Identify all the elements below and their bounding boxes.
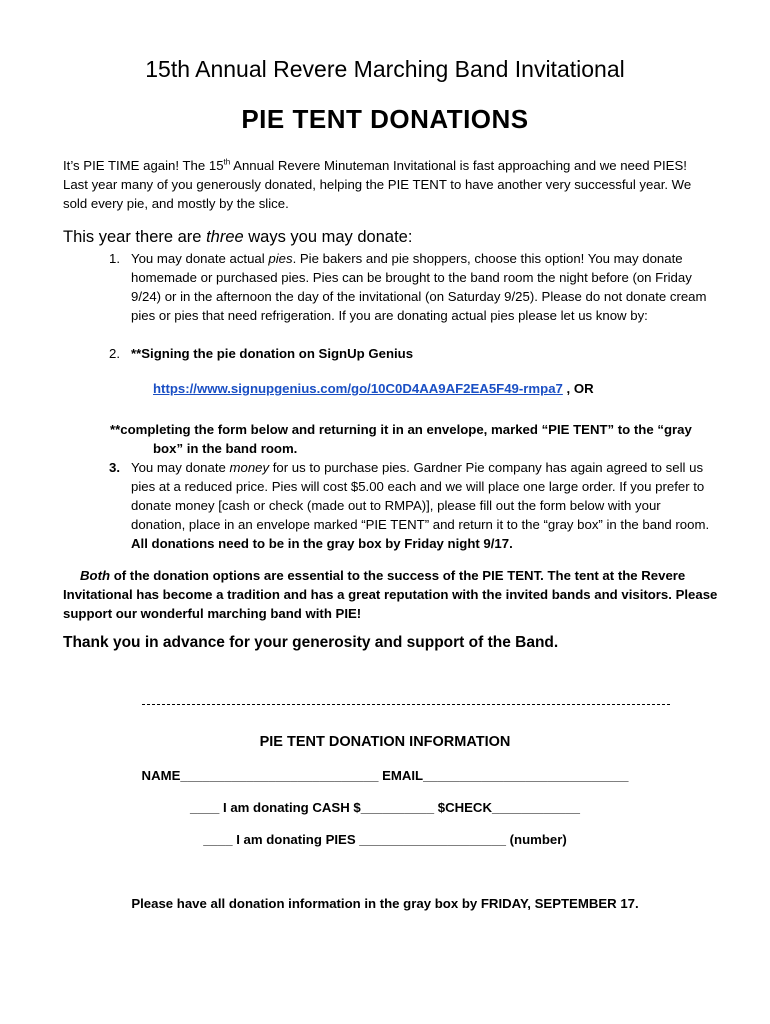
donation-option-3 xyxy=(63,458,713,553)
donation-option-2 xyxy=(63,344,713,363)
ways-emphasis: three xyxy=(206,228,244,246)
ways-text-start: This year there are xyxy=(63,228,207,246)
option-emphasis: money xyxy=(229,460,270,475)
deadline-note: Please have all donation information in the gray box by FRIDAY, SEPTEMBER 17. xyxy=(131,896,639,911)
option-text: **Signing the pie donation on SignUp Genius xyxy=(131,346,414,361)
document-heading: PIE TENT DONATIONS xyxy=(241,104,529,134)
document-title: 15th Annual Revere Marching Band Invitational xyxy=(145,56,625,82)
both-emphasis: Both xyxy=(80,568,111,583)
name-email-field-line: NAME___________________________ EMAIL____________________________ xyxy=(141,768,629,783)
option-text: for us to purchase pies. Gardner Pie company has again agreed to sell us pies at a reduced price. Pies will cost $5.00 each and we will place one large order. If you prefer to donate money [cash or check (made out to RMPA)], please fill out the form below with your donation, place in an envelope marked “PIE TENT” and return it to the “gray box” in the band room. xyxy=(131,460,710,532)
or-note xyxy=(110,420,720,458)
both-text: of the donation options are essential to the success of the PIE TENT. The tent at the Revere Invitational has become a tradition and has a great reputation with the invited bands and visitors. Please support our wonderful marching band with PIE! xyxy=(63,568,718,621)
intro-text-end: Annual Revere Minuteman Invitational is fast approaching and we need PIES! Last year many of you generously donated, helping the PIE TENT to have another very successful year. We sold every pie, and mostly by the slice. xyxy=(63,158,692,211)
pies-field-line: ____ I am donating PIES ____________________ (number) xyxy=(203,832,567,847)
cut-line-divider xyxy=(142,704,670,705)
option-number: 2. xyxy=(109,346,120,361)
thank-you-line: Thank you in advance for your generosity and support of the Band. xyxy=(63,634,559,651)
option-emphasis: pies xyxy=(268,251,293,266)
link-or-text: , OR xyxy=(562,381,594,396)
option-text: You may donate actual xyxy=(131,251,269,266)
cash-check-field-line: ____ I am donating CASH $__________ $CHECK____________ xyxy=(190,800,580,815)
ways-heading xyxy=(63,228,412,247)
option-text: You may donate xyxy=(131,460,230,475)
option-number: 3. xyxy=(109,460,120,475)
or-note-line-2: box” in the band room. xyxy=(153,441,298,456)
or-note-line-1: **completing the form below and returning it in an envelope, marked “PIE TENT” to the “gray xyxy=(110,422,692,437)
intro-paragraph xyxy=(63,156,713,213)
signup-genius-link[interactable]: https://www.signupgenius.com/go/10C0D4AA9AF2EA5F49-rmpa7 xyxy=(153,381,563,396)
intro-text-start: It’s PIE TIME again! The 15 xyxy=(63,158,224,173)
option-deadline-text: All donations need to be in the gray box by Friday night 9/17. xyxy=(131,536,513,551)
signup-link-line xyxy=(153,381,594,396)
both-options-paragraph xyxy=(63,566,718,623)
option-number: 1. xyxy=(109,251,120,266)
intro-superscript: th xyxy=(223,157,231,167)
option-text: . Pie bakers and pie shoppers, choose this option! You may donate homemade or purchased pies. Pies can be brought to the band room the night before (on Friday 9/24) or in the afternoon the day of the invitational (on Saturday 9/25). Please do not donate cream pies or pies that need refrigeration. If you are donating actual pies please let us know by: xyxy=(131,251,707,323)
form-title: PIE TENT DONATION INFORMATION xyxy=(259,734,511,750)
ways-text-end: ways you may donate: xyxy=(243,228,413,246)
donation-option-1 xyxy=(63,249,713,325)
